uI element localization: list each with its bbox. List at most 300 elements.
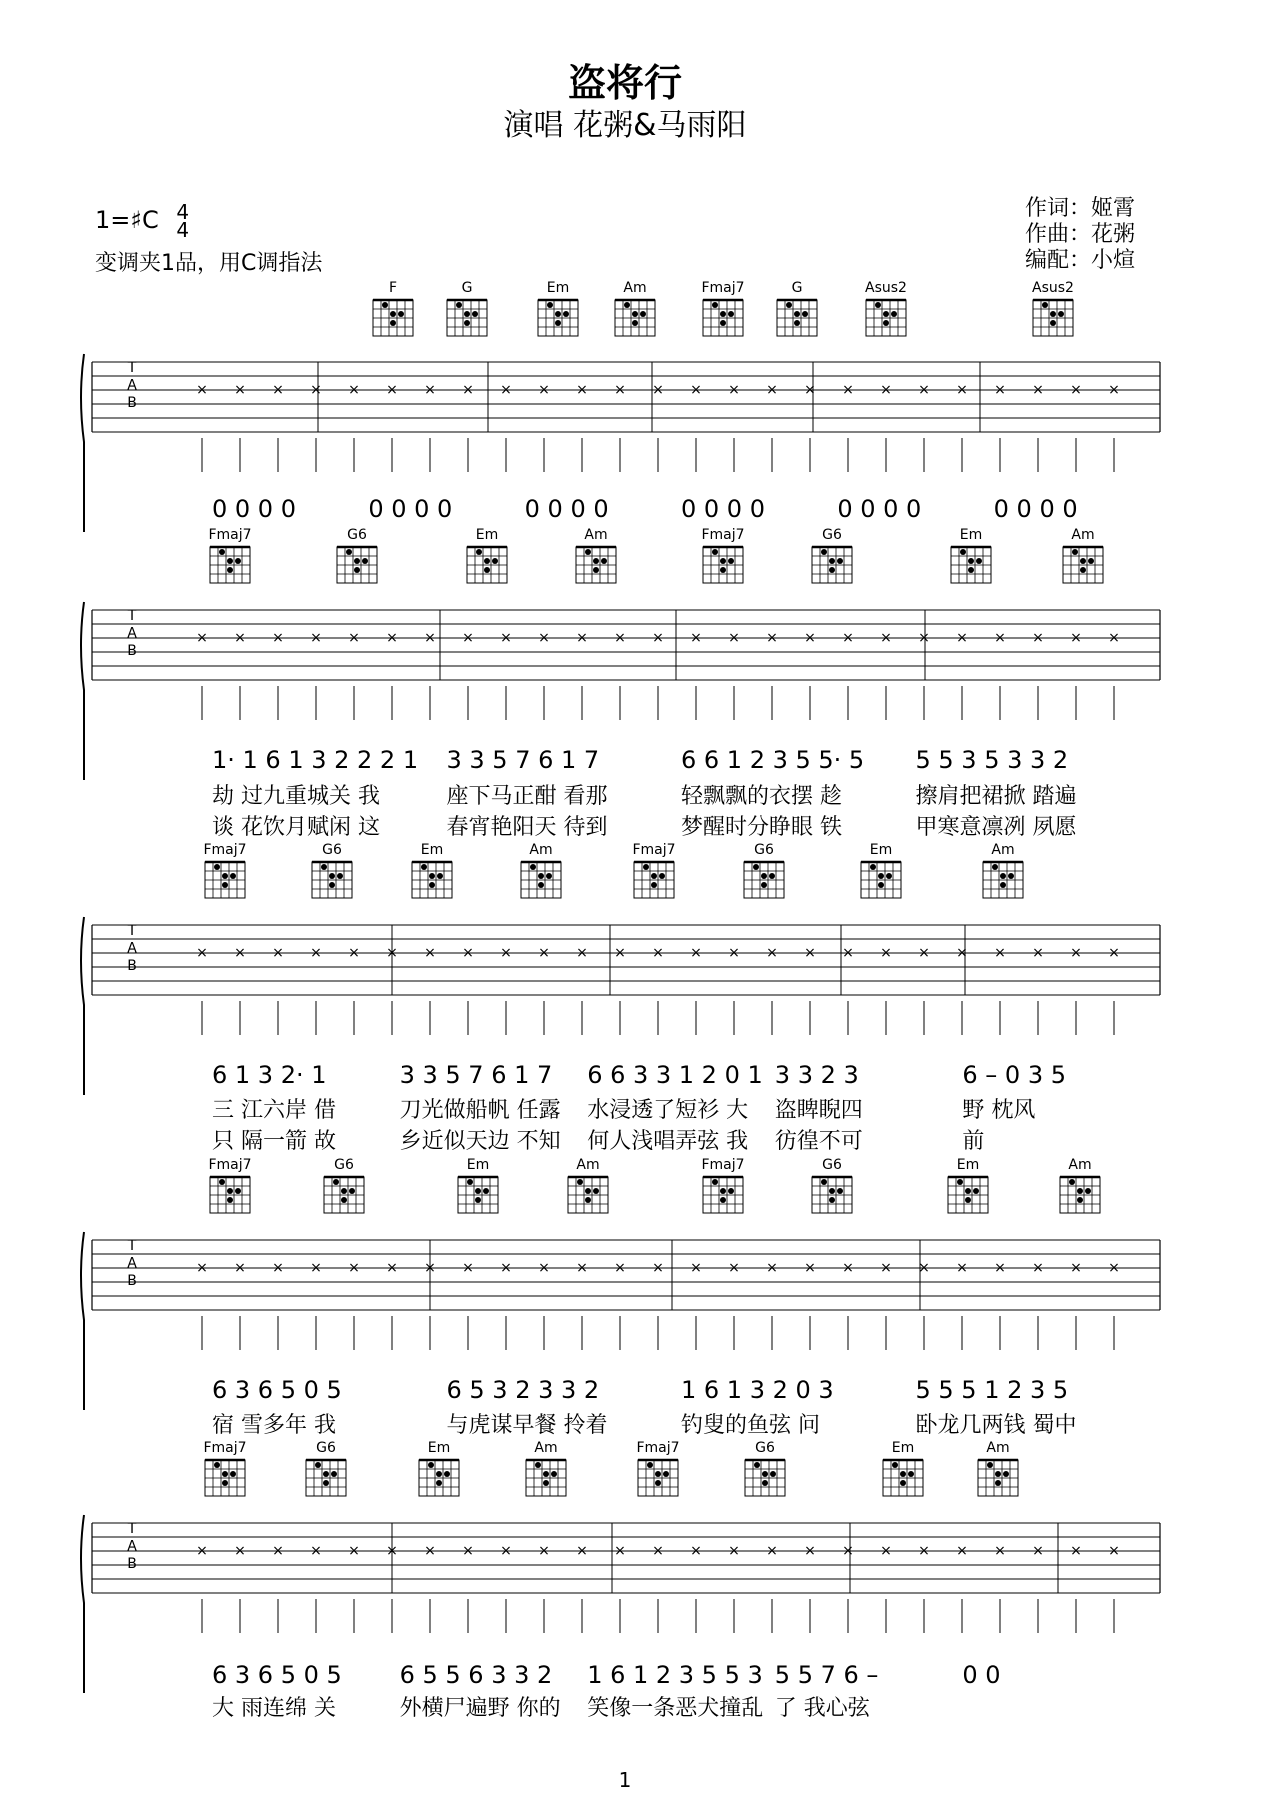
song-title: 盗将行 [567, 61, 682, 105]
lyric-verse2: 甲寒意凛冽 夙愿 [915, 815, 1077, 840]
tab-x-mark: × [310, 1543, 322, 1559]
jianpu-segment: 1 6 1 2 3 5 5 3 [587, 1661, 763, 1689]
tab-x-mark: × [234, 382, 246, 398]
chord-dot [1072, 549, 1078, 555]
tab-x-mark: × [614, 1260, 626, 1276]
tab-x-mark: × [500, 1543, 512, 1559]
chord-dot [624, 302, 630, 308]
tab-x-mark: × [842, 1543, 854, 1559]
lyric-verse2: 何人浅唱弄弦 我 [587, 1129, 749, 1154]
tab-x-mark: × [880, 945, 892, 961]
tab-letter: T [127, 360, 137, 376]
chord-dot [720, 311, 726, 317]
chord-dot [429, 882, 435, 888]
chord-dot [720, 558, 726, 564]
chord-name: Am [584, 527, 608, 543]
chord-dot [585, 1188, 591, 1194]
chord-dot [227, 558, 233, 564]
chord-name: Em [869, 842, 893, 858]
chord-dot [538, 882, 544, 888]
tab-x-mark: × [1032, 945, 1044, 961]
tab-x-mark: × [1070, 382, 1082, 398]
tab-letter: B [127, 1556, 137, 1572]
tab-letter: A [127, 377, 137, 394]
tab-x-mark: × [842, 382, 854, 398]
lyric-verse1: 刀光做船帆 任露 [399, 1098, 561, 1123]
tab-x-mark: × [1070, 630, 1082, 646]
tab-x-mark: × [424, 382, 436, 398]
chord-name: Am [1071, 527, 1095, 543]
tab-x-mark: × [234, 1543, 246, 1559]
chord-name: Em [427, 1440, 451, 1456]
chord-dot [965, 1188, 971, 1194]
chord-dot [992, 864, 998, 870]
composer: 作曲：花粥 [1025, 222, 1136, 247]
tab-x-mark: × [652, 630, 664, 646]
tab-x-mark: × [728, 1260, 740, 1276]
jianpu-segment: 6 3 6 5 0 5 [212, 1661, 342, 1689]
lyric-verse1: 大 雨连绵 关 [212, 1696, 336, 1721]
jianpu-segment: 3 3 5 7 6 1 7 [446, 746, 600, 774]
chord-dot [883, 320, 889, 326]
chord-dot [728, 311, 734, 317]
chord-dot [484, 558, 490, 564]
tab-x-mark: × [538, 1260, 550, 1276]
chord-dot [770, 1471, 776, 1477]
chord-dot [429, 873, 435, 879]
tab-x-mark: × [196, 1260, 208, 1276]
chord-dot [543, 1471, 549, 1477]
tab-x-mark: × [652, 1260, 664, 1276]
chord-dot [601, 558, 607, 564]
chord-dot [321, 864, 327, 870]
chord-dot [1069, 1179, 1075, 1185]
lyric-verse1: 了 我心弦 [774, 1696, 870, 1721]
chord-dot [593, 567, 599, 573]
time-top: 4 [176, 200, 190, 224]
chord-name: G6 [347, 527, 367, 543]
tab-x-mark: × [918, 945, 930, 961]
jianpu-segment: 1 6 1 3 2 0 3 [681, 1376, 834, 1404]
tab-x-mark: × [880, 382, 892, 398]
jianpu-segment: 0 0 0 0 [681, 495, 765, 523]
tab-x-mark: × [614, 382, 626, 398]
chord-dot [555, 311, 561, 317]
jianpu-segment: 0 0 0 0 [837, 495, 922, 523]
tab-x-mark: × [690, 382, 702, 398]
chord-dot [323, 1480, 329, 1486]
chord-dot [829, 567, 835, 573]
tab-x-mark: × [880, 630, 892, 646]
chord-name: Em [546, 280, 570, 296]
chord-dot [892, 1462, 898, 1468]
tab-x-mark: × [196, 1543, 208, 1559]
chord-name: Am [576, 1157, 600, 1173]
tab-x-mark: × [842, 1260, 854, 1276]
chord-dot [222, 1471, 228, 1477]
lyric-verse2: 春宵艳阳天 待到 [446, 815, 608, 840]
chord-dot [908, 1471, 914, 1477]
chord-dot [957, 1179, 963, 1185]
tab-x-mark: × [310, 382, 322, 398]
tab-x-mark: × [272, 1260, 284, 1276]
lyric-verse1: 钓叟的鱼弦 问 [681, 1413, 820, 1438]
page-number: 1 [618, 1768, 632, 1792]
key-label: 1=♯C [95, 206, 159, 234]
tab-letter: T [127, 608, 137, 624]
jianpu-segment: 0 0 [962, 1661, 1001, 1689]
tab-x-mark: × [234, 945, 246, 961]
jianpu-segment: 6 1 3 2· 1 [212, 1061, 327, 1089]
arranger: 编配：小煊 [1025, 248, 1136, 273]
tab-x-mark: × [1032, 1260, 1044, 1276]
tab-x-mark: × [576, 630, 588, 646]
tab-x-mark: × [994, 945, 1006, 961]
chord-dot [821, 1179, 827, 1185]
chord-dot [1088, 558, 1094, 564]
chord-dot [786, 302, 792, 308]
lyric-verse1: 宿 雪多年 我 [212, 1413, 336, 1438]
chord-name: Fmaj7 [203, 842, 247, 858]
chord-dot [640, 311, 646, 317]
chord-dot [802, 311, 808, 317]
tab-x-mark: × [1108, 382, 1120, 398]
tab-letter: B [127, 643, 137, 659]
tab-x-mark: × [462, 1260, 474, 1276]
chord-dot [390, 311, 396, 317]
chord-dot [870, 864, 876, 870]
chord-dot [437, 873, 443, 879]
chord-dot [476, 549, 482, 555]
tab-x-mark: × [690, 1543, 702, 1559]
tab-x-mark: × [994, 382, 1006, 398]
lyric-verse1: 盗睥睨四 [774, 1098, 863, 1123]
tab-x-mark: × [918, 382, 930, 398]
chord-dot [875, 302, 881, 308]
tab-x-mark: × [234, 1260, 246, 1276]
chord-name: Fmaj7 [208, 1157, 252, 1173]
chord-dot [1008, 873, 1014, 879]
chord-dot [753, 864, 759, 870]
chord-dot [219, 549, 225, 555]
singer-line: 演唱 花粥&马雨阳 [503, 108, 747, 143]
chord-name: Em [956, 1157, 980, 1173]
chord-name: Am [991, 842, 1015, 858]
chord-name: Am [1068, 1157, 1092, 1173]
jianpu-segment: 6 5 3 2 3 3 2 [446, 1376, 600, 1404]
chord-dot [329, 873, 335, 879]
tab-x-mark: × [956, 1260, 968, 1276]
chord-dot [878, 882, 884, 888]
chord-dot [436, 1480, 442, 1486]
chord-dot [900, 1471, 906, 1477]
tab-x-mark: × [386, 382, 398, 398]
chord-dot [960, 549, 966, 555]
chord-name: Fmaj7 [208, 527, 252, 543]
tab-x-mark: × [576, 1543, 588, 1559]
chord-dot [794, 320, 800, 326]
chord-name: G6 [822, 1157, 842, 1173]
chord-name: Em [466, 1157, 490, 1173]
chord-dot [1050, 320, 1056, 326]
tab-x-mark: × [576, 945, 588, 961]
tab-letter: A [127, 625, 137, 642]
chord-dot [965, 1197, 971, 1203]
chord-name: G [461, 280, 473, 296]
chord-dot [891, 311, 897, 317]
tab-x-mark: × [766, 945, 778, 961]
chord-dot [976, 558, 982, 564]
tab-x-mark: × [424, 945, 436, 961]
tab-x-mark: × [1108, 1543, 1120, 1559]
chord-dot [214, 864, 220, 870]
tab-x-mark: × [652, 1543, 664, 1559]
chord-dot [546, 873, 552, 879]
chord-dot [821, 549, 827, 555]
chord-dot [337, 873, 343, 879]
chord-dot [333, 1179, 339, 1185]
chord-dot [655, 1471, 661, 1477]
chord-dot [995, 1480, 1001, 1486]
tab-x-mark: × [614, 945, 626, 961]
chord-dot [421, 864, 427, 870]
tab-x-mark: × [728, 382, 740, 398]
tab-letter: B [127, 395, 137, 411]
tab-x-mark: × [310, 945, 322, 961]
chord-dot [349, 1188, 355, 1194]
chord-dot [1077, 1197, 1083, 1203]
tab-letter: T [127, 1521, 137, 1537]
lyric-verse1: 卧龙几两钱 蜀中 [915, 1413, 1077, 1438]
tab-x-mark: × [1032, 382, 1044, 398]
jianpu-segment: 6 5 5 6 3 3 2 [399, 1661, 553, 1689]
chord-dot [829, 1188, 835, 1194]
tab-x-mark: × [500, 945, 512, 961]
chord-name: Fmaj7 [636, 1440, 680, 1456]
tab-x-mark: × [424, 1543, 436, 1559]
tab-x-mark: × [766, 1260, 778, 1276]
chord-dot [712, 1179, 718, 1185]
chord-name: Fmaj7 [203, 1440, 247, 1456]
chord-name: Em [420, 842, 444, 858]
lyric-verse1: 擦肩把裙掀 踏遍 [915, 784, 1077, 809]
jianpu-segment: 6 – 0 3 5 [962, 1061, 1066, 1089]
chord-dot [761, 882, 767, 888]
chord-dot [436, 1471, 442, 1477]
chord-dot [484, 567, 490, 573]
chord-dot [323, 1471, 329, 1477]
chord-dot [968, 567, 974, 573]
chord-dot [643, 864, 649, 870]
tab-x-mark: × [500, 1260, 512, 1276]
tab-x-mark: × [272, 630, 284, 646]
tab-x-mark: × [462, 1543, 474, 1559]
chord-name: Fmaj7 [632, 842, 676, 858]
tab-x-mark: × [348, 382, 360, 398]
tab-x-mark: × [462, 382, 474, 398]
tab-x-mark: × [766, 1543, 778, 1559]
jianpu-segment: 6 6 1 2 3 5 5· 5 [681, 746, 865, 774]
chord-name: Fmaj7 [701, 527, 745, 543]
chord-dot [762, 1471, 768, 1477]
chord-name: Am [534, 1440, 558, 1456]
tab-x-mark: × [614, 1543, 626, 1559]
tab-x-mark: × [728, 1543, 740, 1559]
lyricist: 作词：姬霄 [1025, 196, 1136, 221]
chord-dot [331, 1471, 337, 1477]
chord-dot [886, 873, 892, 879]
tab-x-mark: × [1108, 945, 1120, 961]
chord-dot [585, 549, 591, 555]
tab-x-mark: × [956, 945, 968, 961]
tab-x-mark: × [538, 382, 550, 398]
tab-x-mark: × [500, 382, 512, 398]
tab-x-mark: × [348, 1543, 360, 1559]
tab-x-mark: × [272, 382, 284, 398]
chord-dot [829, 1197, 835, 1203]
chord-dot [222, 873, 228, 879]
tab-x-mark: × [956, 630, 968, 646]
chord-dot [535, 1462, 541, 1468]
chord-dot [563, 311, 569, 317]
tab-x-mark: × [690, 1260, 702, 1276]
tab-letter: T [127, 923, 137, 939]
chord-dot [428, 1462, 434, 1468]
chord-dot [222, 882, 228, 888]
jianpu-segment: 0 0 0 0 [212, 495, 296, 523]
tab-x-mark: × [234, 630, 246, 646]
chord-dot [754, 1462, 760, 1468]
system-brace [81, 1515, 84, 1693]
chord-dot [1042, 302, 1048, 308]
chord-dot [1077, 1188, 1083, 1194]
system-brace [81, 1232, 84, 1410]
tab-x-mark: × [804, 630, 816, 646]
jianpu-segment: 0 0 0 0 [368, 495, 453, 523]
jianpu-segment: 6 6 3 3 1 2 0 1 [587, 1061, 763, 1089]
tab-x-mark: × [348, 1260, 360, 1276]
tab-x-mark: × [804, 1260, 816, 1276]
chord-name: G6 [322, 842, 342, 858]
tab-x-mark: × [994, 630, 1006, 646]
chord-dot [1080, 567, 1086, 573]
chord-dot [973, 1188, 979, 1194]
tab-x-mark: × [424, 1260, 436, 1276]
chord-dot [663, 1471, 669, 1477]
chord-dot [728, 558, 734, 564]
chord-dot [230, 1471, 236, 1477]
chord-dot [878, 873, 884, 879]
tab-x-mark: × [500, 630, 512, 646]
tab-x-mark: × [1070, 945, 1082, 961]
jianpu-segment: 0 0 0 0 [524, 495, 609, 523]
chord-name: Fmaj7 [701, 280, 745, 296]
chord-name: F [388, 280, 398, 296]
chord-name: Am [529, 842, 553, 858]
capo-note: 变调夹1品，用C调指法 [95, 251, 323, 276]
tab-x-mark: × [196, 630, 208, 646]
tab-x-mark: × [614, 630, 626, 646]
chord-dot [235, 1188, 241, 1194]
chord-dot [794, 311, 800, 317]
jianpu-segment: 6 3 6 5 0 5 [212, 1376, 342, 1404]
chord-dot [769, 873, 775, 879]
chord-name: Em [959, 527, 983, 543]
chord-name: Em [891, 1440, 915, 1456]
chord-dot [219, 1179, 225, 1185]
chord-dot [341, 1188, 347, 1194]
chord-dot [728, 1188, 734, 1194]
chord-dot [341, 1197, 347, 1203]
chord-dot [632, 311, 638, 317]
chord-dot [655, 1480, 661, 1486]
chord-name: Asus2 [1032, 280, 1074, 296]
chord-name: Em [475, 527, 499, 543]
chord-dot [883, 311, 889, 317]
chord-name: G6 [754, 842, 774, 858]
chord-dot [444, 1471, 450, 1477]
tab-x-mark: × [424, 630, 436, 646]
tab-x-mark: × [918, 1543, 930, 1559]
chord-dot [577, 1179, 583, 1185]
chord-dot [1000, 882, 1006, 888]
tab-x-mark: × [1108, 630, 1120, 646]
chord-dot [995, 1471, 1001, 1477]
tab-x-mark: × [386, 1543, 398, 1559]
jianpu-segment: 3 3 2 3 [774, 1061, 859, 1089]
chord-name: G6 [755, 1440, 775, 1456]
lyric-verse1: 外横尸遍野 你的 [399, 1696, 561, 1721]
tab-x-mark: × [310, 1260, 322, 1276]
tab-x-mark: × [766, 630, 778, 646]
chord-dot [472, 311, 478, 317]
tab-letter: A [127, 1538, 137, 1555]
tab-x-mark: × [842, 945, 854, 961]
tab-x-mark: × [804, 1543, 816, 1559]
chord-dot [900, 1480, 906, 1486]
chord-dot [720, 567, 726, 573]
tab-x-mark: × [728, 945, 740, 961]
chord-dot [1085, 1188, 1091, 1194]
tab-x-mark: × [994, 1260, 1006, 1276]
system-brace [81, 602, 84, 780]
chord-name: G [791, 280, 803, 296]
chord-dot [214, 1462, 220, 1468]
chord-dot [227, 567, 233, 573]
tab-letter: T [127, 1238, 137, 1254]
chord-dot [829, 558, 835, 564]
chord-dot [227, 1197, 233, 1203]
chord-dot [222, 1480, 228, 1486]
chord-dot [230, 873, 236, 879]
chord-dot [530, 864, 536, 870]
chord-name: Asus2 [865, 280, 907, 296]
lyric-verse1: 野 枕风 [962, 1098, 1036, 1123]
lyric-verse2: 只 隔一箭 故 [212, 1129, 336, 1154]
tab-x-mark: × [766, 382, 778, 398]
chord-dot [837, 558, 843, 564]
chord-dot [968, 558, 974, 564]
tab-x-mark: × [310, 630, 322, 646]
jianpu-segment: 0 0 0 0 [993, 495, 1078, 523]
tab-x-mark: × [804, 382, 816, 398]
chord-dot [354, 567, 360, 573]
tab-x-mark: × [386, 1260, 398, 1276]
chord-dot [483, 1188, 489, 1194]
chord-dot [761, 873, 767, 879]
tab-x-mark: × [728, 630, 740, 646]
tab-x-mark: × [538, 1543, 550, 1559]
